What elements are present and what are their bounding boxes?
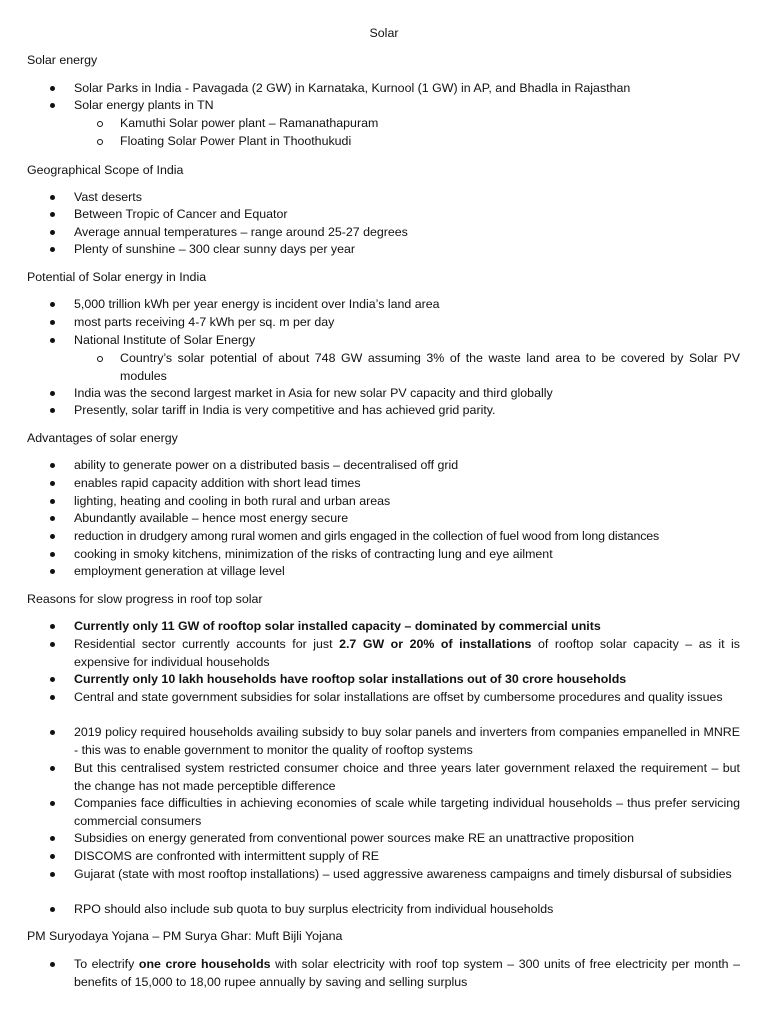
bullet-icon [48, 296, 58, 314]
list-item: Average annual temperatures – range around 25-27 degrees [74, 225, 408, 239]
list-item: enables rapid capacity addition with short lead times [74, 476, 361, 490]
section-heading-pm-suryodaya: PM Suryodaya Yojana – PM Surya Ghar: Muft Bijli Yojana [27, 929, 343, 943]
bullet-icon [48, 689, 58, 707]
list-item: Solar Parks in India - Pavagada (2 GW) in Karnataka, Kurnool (1 GW) in AP, and Bhadla in Rajasthan [74, 81, 631, 95]
bullet-icon [48, 760, 58, 778]
sub-list-item: Floating Solar Power Plant in Thoothukudi [120, 134, 352, 148]
list-item: lighting, heating and cooling in both rural and urban areas [74, 494, 391, 508]
list-item: But this centralised system restricted consumer choice and three years later government relaxed the requirement – but the change has not made perceptible difference [74, 761, 740, 793]
section-heading-geographical-scope: Geographical Scope of India [27, 163, 184, 177]
list-item: Abundantly available – hence most energy secure [74, 511, 349, 525]
bullet-icon [48, 848, 58, 866]
list-item [74, 956, 740, 991]
bullet-icon [48, 224, 58, 242]
list-item: RPO should also include sub quota to buy surplus electricity from individual households [74, 902, 554, 916]
list-item: 5,000 trillion kWh per year energy is incident over India’s land area [74, 297, 440, 311]
list-item: Currently only 10 lakh households have rooftop solar installations out of 30 crore households [74, 672, 627, 686]
list-item-emphasis: 2.7 GW or 20% of installations [339, 637, 532, 651]
sub-list-item: Country’s solar potential of about 748 GW assuming 3% of the waste land area to be covered by Solar PV modules [120, 351, 740, 383]
bullet-icon [48, 636, 58, 654]
bullet-icon [48, 493, 58, 511]
list-item: Solar energy plants in TN [74, 98, 214, 112]
list-item-text: To electrify [74, 957, 139, 971]
sub-list-item: Kamuthi Solar power plant – Ramanathapuram [120, 116, 379, 130]
section-heading-solar-energy: Solar energy [27, 53, 98, 67]
bullet-icon [48, 901, 58, 919]
bullet-icon [48, 724, 58, 742]
list-item: most parts receiving 4-7 kWh per sq. m per day [74, 315, 335, 329]
bullet-icon [48, 866, 58, 884]
bullet-icon [48, 475, 58, 493]
list-item: 2019 policy required households availing subsidy to buy solar panels and inverters from companies empanelled in MNRE - this was to enable government to monitor the quality of rooftop systems [74, 725, 740, 757]
bullet-icon [48, 546, 58, 564]
section-heading-solar-potential: Potential of Solar energy in India [27, 270, 207, 284]
list-item: Between Tropic of Cancer and Equator [74, 207, 288, 221]
bullet-icon [48, 830, 58, 848]
list-item: Presently, solar tariff in India is very competitive and has achieved grid parity. [74, 403, 496, 417]
list-item: employment generation at village level [74, 564, 285, 578]
list-item: National Institute of Solar Energy [74, 333, 256, 347]
bullet-icon [48, 457, 58, 475]
bullet-icon [48, 189, 58, 207]
list-item: Subsidies on energy generated from conventional power sources make RE an unattractive proposition [74, 831, 634, 845]
section-heading-slow-progress: Reasons for slow progress in roof top solar [27, 592, 263, 606]
list-item-text: Residential sector currently accounts for just [74, 637, 340, 651]
list-item: ability to generate power on a distributed basis – decentralised off grid [74, 458, 459, 472]
list-item: Companies face difficulties in achieving economies of scale while targeting individual households – thus prefer servicing commercial consumers [74, 796, 740, 828]
bullet-icon [48, 510, 58, 528]
bullet-icon [48, 618, 58, 636]
bullet-icon [48, 956, 58, 974]
list-item: India was the second largest market in Asia for new solar PV capacity and third globally [74, 386, 553, 400]
list-item-text: of rooftop solar capacity – as it is expensive for individual households [74, 637, 740, 669]
list-item: Vast deserts [74, 190, 142, 204]
list-item-emphasis: one crore households [138, 957, 271, 971]
list-item: Plenty of sunshine – 300 clear sunny days per year [74, 242, 356, 256]
list-item: DISCOMS are confronted with intermittent supply of RE [74, 849, 380, 863]
list-item: Gujarat (state with most rooftop installations) – used aggressive awareness campaigns and timely disbursal of subsidies [74, 867, 732, 881]
hollow-bullet-icon [96, 350, 106, 368]
bullet-icon [48, 80, 58, 98]
bullet-icon [48, 385, 58, 403]
list-item: cooking in smoky kitchens, minimization of the risks of contracting lung and eye ailment [74, 547, 553, 561]
bullet-icon [48, 206, 58, 224]
bullet-icon [48, 402, 58, 420]
section-heading-advantages: Advantages of solar energy [27, 431, 178, 445]
list-item-text: with solar electricity with roof top system – 300 units of free electricity per month – benefits of 15,000 to 18,00 rupee annually by saving and selling surplus [74, 957, 740, 989]
bullet-icon [48, 563, 58, 581]
bullet-icon [48, 314, 58, 332]
list-item: Central and state government subsidies for solar installations are offset by cumbersome procedures and quality issues [74, 690, 723, 704]
bullet-icon [48, 528, 58, 546]
bullet-icon [48, 97, 58, 115]
bullet-icon [48, 241, 58, 259]
document-title: Solar [369, 26, 399, 40]
bullet-icon [48, 795, 58, 813]
list-item: reduction in drudgery among rural women and girls engaged in the collection of fuel wood from long distances [74, 529, 660, 543]
hollow-bullet-icon [96, 115, 106, 133]
list-item [74, 636, 740, 671]
bullet-icon [48, 671, 58, 689]
bullet-icon [48, 332, 58, 350]
list-item: Currently only 11 GW of rooftop solar installed capacity – dominated by commercial units [74, 619, 601, 633]
hollow-bullet-icon [96, 133, 106, 151]
